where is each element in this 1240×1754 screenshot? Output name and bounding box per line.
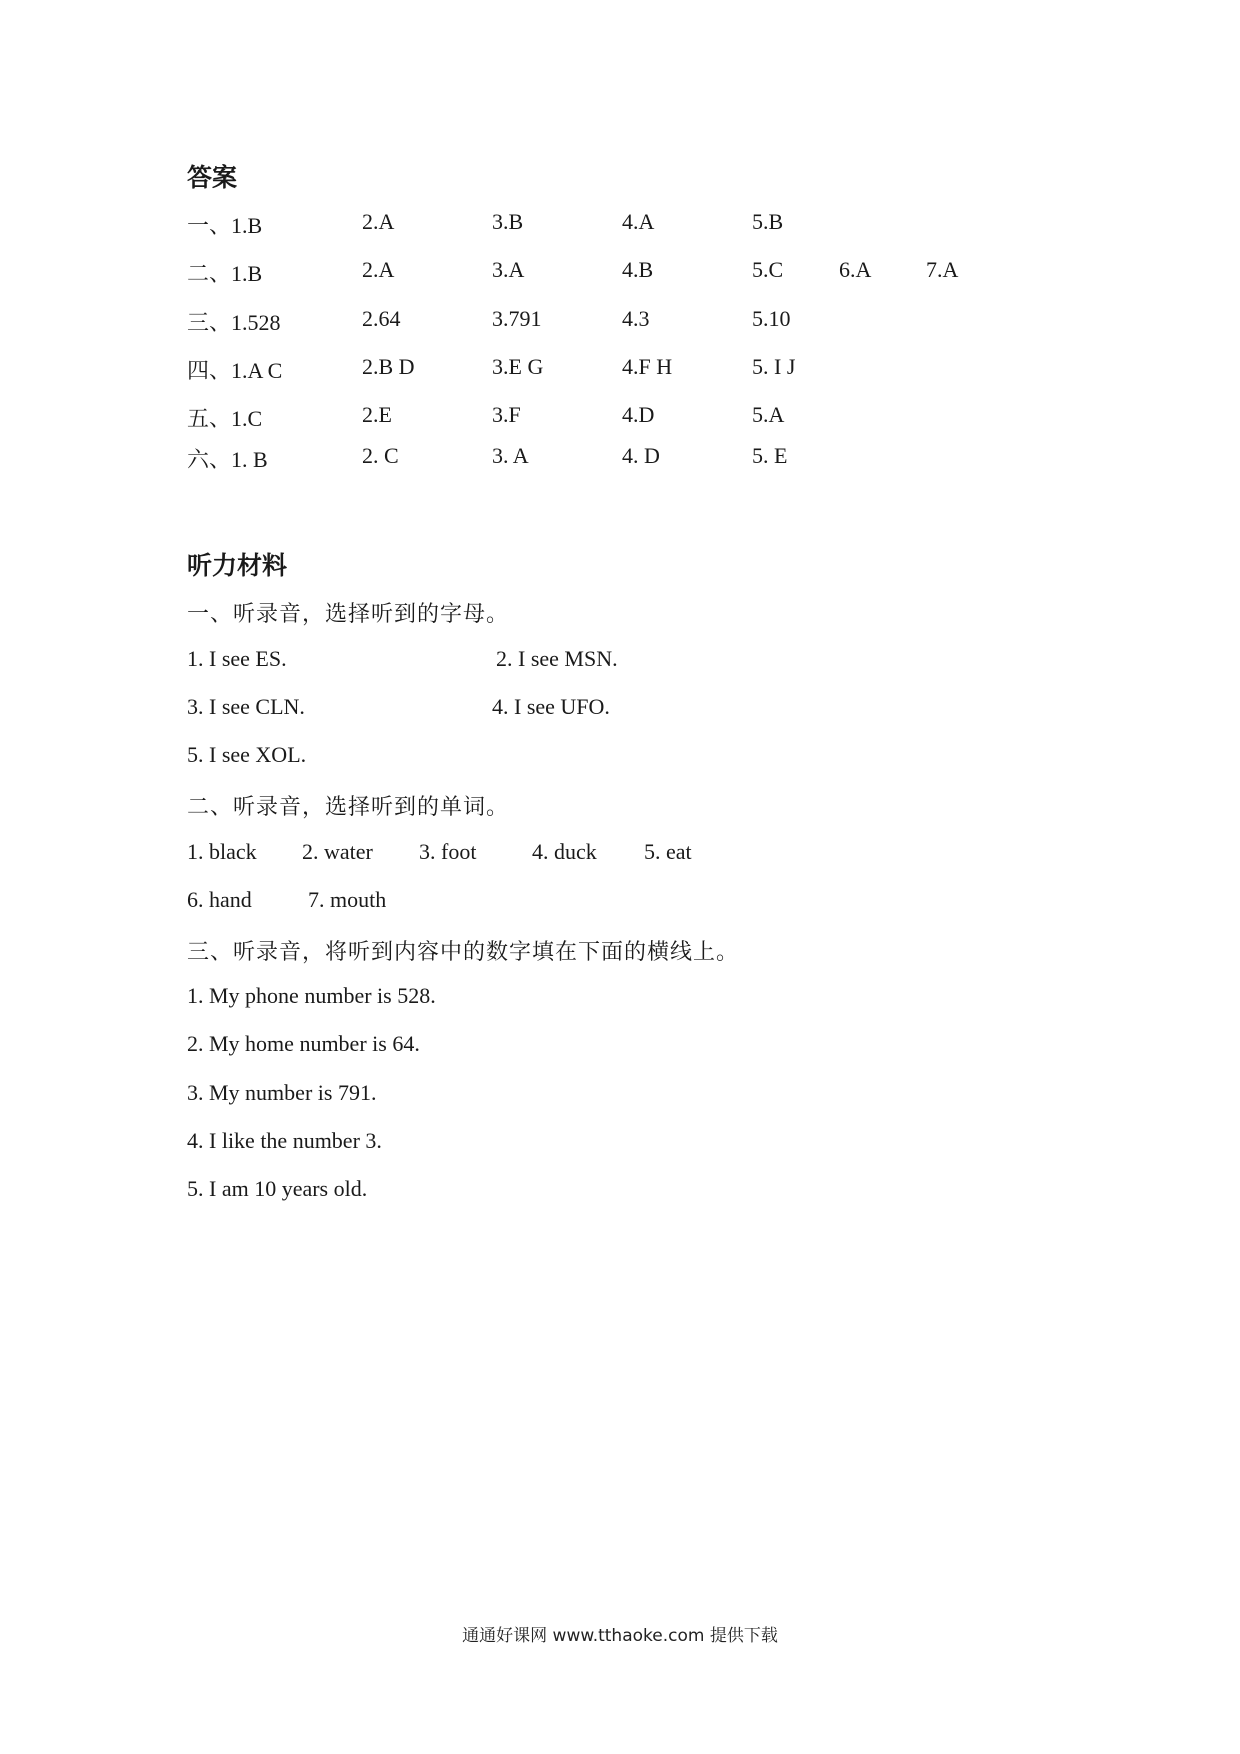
answer-item: 2.64 xyxy=(362,306,401,331)
part2-word: 2. water xyxy=(302,839,373,864)
answer-row-label: 四、1.A C xyxy=(187,358,283,383)
answer-row-label: 三、1.528 xyxy=(187,310,281,335)
part2-word: 5. eat xyxy=(644,839,692,864)
part1-line: 5. I see XOL. xyxy=(187,742,307,767)
answer-row-label: 一、1.B xyxy=(187,213,263,238)
answer-item: 3.A xyxy=(492,257,525,282)
answer-item: 5. I J xyxy=(752,354,796,379)
part3-line: 5. I am 10 years old. xyxy=(187,1176,368,1201)
answer-item: 5.10 xyxy=(752,306,791,331)
part2-word: 1. black xyxy=(187,839,257,864)
answer-item: 4.F H xyxy=(622,354,673,379)
answers-title: 答案 xyxy=(187,163,238,192)
part3-line: 2. My home number is 64. xyxy=(187,1031,420,1056)
footer-download-note: 通通好课网 www.tthaoke.com 提供下载 xyxy=(462,1626,778,1646)
listening-title: 听力材料 xyxy=(187,551,288,580)
answer-row-label: 五、1.C xyxy=(187,406,263,431)
answer-item: 4.A xyxy=(622,209,655,234)
answer-item: 5.C xyxy=(752,257,784,282)
part1-heading: 一、听录音，选择听到的字母。 xyxy=(187,602,510,627)
part2-heading: 二、听录音，选择听到的单词。 xyxy=(187,795,510,820)
answer-item: 3.B xyxy=(492,209,524,234)
part1-line: 3. I see CLN. xyxy=(187,694,305,719)
part2-word: 7. mouth xyxy=(308,887,387,912)
answer-item: 3.E G xyxy=(492,354,544,379)
answer-item: 4.3 xyxy=(622,306,650,331)
answer-item: 3.F xyxy=(492,402,521,427)
answer-row-label: 二、1.B xyxy=(187,261,263,286)
part3-line: 4. I like the number 3. xyxy=(187,1128,382,1153)
part3-line: 1. My phone number is 528. xyxy=(187,983,436,1008)
answer-item: 7.A xyxy=(926,257,959,282)
answer-item: 5.B xyxy=(752,209,784,234)
answer-item: 3.791 xyxy=(492,306,542,331)
answer-item: 4. D xyxy=(622,443,660,468)
answer-item: 5. E xyxy=(752,443,788,468)
part1-line: 4. I see UFO. xyxy=(492,694,610,719)
answer-item: 2.A xyxy=(362,257,395,282)
answer-item: 4.B xyxy=(622,257,654,282)
answer-item: 3. A xyxy=(492,443,529,468)
part2-word: 4. duck xyxy=(532,839,597,864)
part2-word: 3. foot xyxy=(419,839,477,864)
answer-item: 6.A xyxy=(839,257,872,282)
part3-line: 3. My number is 791. xyxy=(187,1080,377,1105)
part3-heading: 三、听录音，将听到内容中的数字填在下面的横线上。 xyxy=(187,940,740,965)
part2-word: 6. hand xyxy=(187,887,252,912)
part1-line: 1. I see ES. xyxy=(187,646,287,671)
part1-line: 2. I see MSN. xyxy=(496,646,618,671)
answer-item: 2. C xyxy=(362,443,399,468)
answer-item: 2.E xyxy=(362,402,392,427)
answer-item: 2.A xyxy=(362,209,395,234)
answer-item: 4.D xyxy=(622,402,655,427)
answer-row-label: 六、1. B xyxy=(187,447,268,472)
answer-item: 2.B D xyxy=(362,354,415,379)
answer-item: 5.A xyxy=(752,402,785,427)
